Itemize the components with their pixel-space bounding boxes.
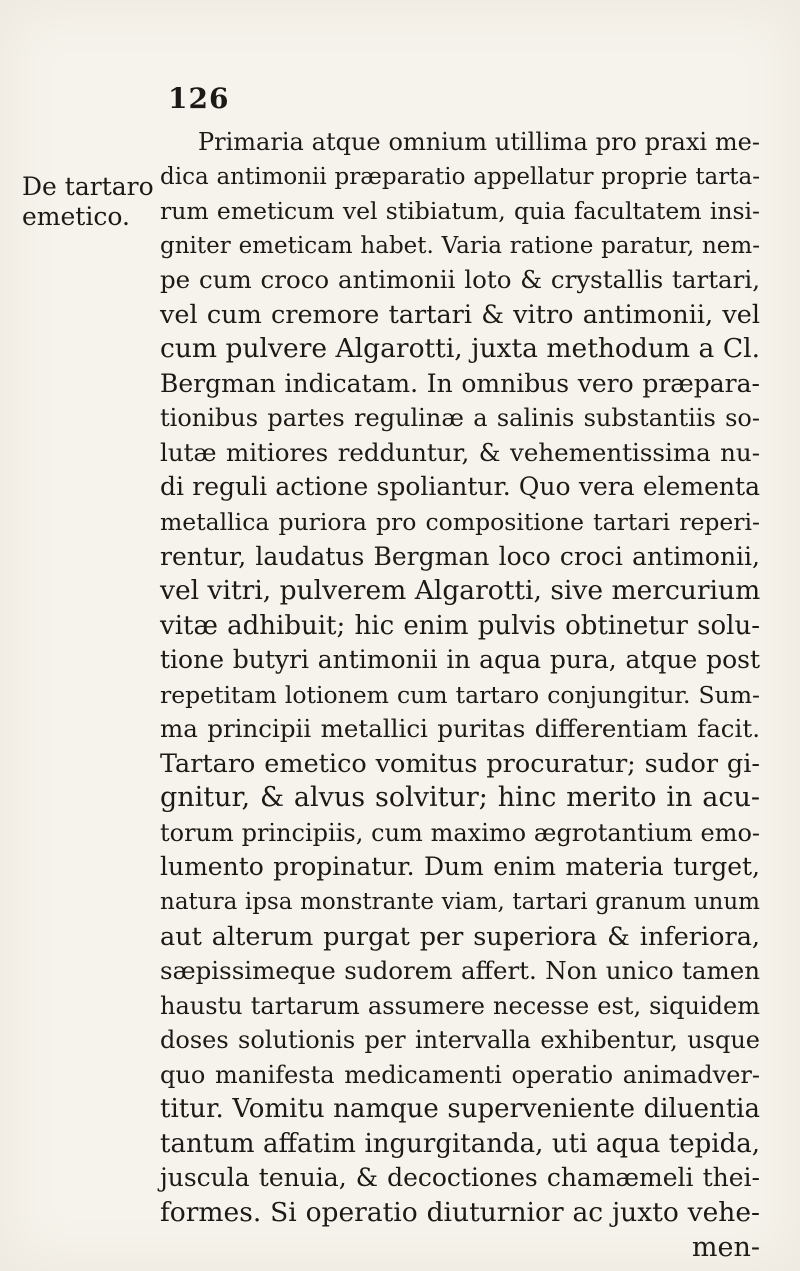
text-line: metallica puriora pro compositione tartari reperi- xyxy=(160,508,760,537)
text-line: rentur, laudatus Bergman loco croci antimonii, xyxy=(160,541,760,571)
text-line: vel cum cremore tartari & vitro antimonii, vel xyxy=(160,299,760,330)
text-line: natura ipsa monstrante viam, tartari granum unum xyxy=(160,889,760,916)
text-line: di reguli actione spoliantur. Quo vera elementa xyxy=(160,472,760,502)
text-line: jusculа tenuia, & decoctiones chamæmeli thei- xyxy=(160,1163,760,1193)
text-line: tionibus partes regulinæ a salinis substantiis so- xyxy=(160,404,760,433)
catchword: men- xyxy=(691,1231,760,1263)
text-line: vitæ adhibuit; hic enim pulvis obtinetur solu- xyxy=(160,610,760,641)
text-line: repetitam lotionem cum tartaro conjungitur. Sum- xyxy=(160,680,760,709)
text-line: vel vitri, pulverem Algarotti, sive mercurium xyxy=(160,575,761,607)
text-line: formes. Si operatio diuturnior ac juxto vehe- xyxy=(160,1196,760,1228)
text-line: doses solutionis per intervalla exhibentur, usque xyxy=(160,1026,760,1055)
text-line: Tartaro emetico vomitus procuratur; sudor gi- xyxy=(160,748,760,779)
text-line: Primaria atque omnium utillima pro praxi me- xyxy=(198,128,760,156)
text-line: ma principii metallici puritas differentiam facit. xyxy=(160,714,760,744)
margin-note-line: De tartaro xyxy=(22,172,154,201)
page-number: 126 xyxy=(168,82,230,115)
text-line: haustu tartarum assumere necesse est, siquidem xyxy=(160,991,760,1020)
text-line: cum pulvere Algarotti, juxta methodum a Cl. xyxy=(160,333,760,365)
body-text xyxy=(160,125,760,1265)
text-line: pe cum croco antimonii loto & crystallis tartari, xyxy=(160,265,760,295)
text-line: tantum affatim ingurgitanda, uti aqua tepida, xyxy=(160,1128,760,1159)
text-line: lutæ mitiores redduntur, & vehementissima nu- xyxy=(160,437,760,467)
text-line: gnitur, & alvus solvitur; hinc merito in acu- xyxy=(160,782,760,814)
text-line: torum principiis, cum maximo ægrotantium emo- xyxy=(160,818,760,847)
text-line: lumento propinatur. Dum enim materia turget, xyxy=(160,852,760,882)
text-line: quo manifesta medicamenti operatio animadver- xyxy=(160,1060,760,1089)
text-line: Bergman indicatam. In omnibus vero præpara- xyxy=(160,368,760,398)
text-line: sæpissimeque sudorem affert. Non unico tamen xyxy=(160,956,760,986)
text-line: tione butyri antimonii in aqua pura, atque post xyxy=(160,645,760,675)
text-line: titur. Vomitu namque superveniente diluentia xyxy=(160,1094,760,1125)
text-line: gniter emeticam habet. Varia ratione paratur, nem- xyxy=(160,232,760,259)
margin-note-line: emetico. xyxy=(22,202,130,231)
text-line: rum emeticum vel stibiatum, quia facultatem insi- xyxy=(160,197,760,226)
text-line: aut alterum purgat per superiora & inferiora, xyxy=(160,921,760,952)
margin-note xyxy=(22,172,152,232)
text-line: dica antimonii præparatio appellatur proprie tarta- xyxy=(160,163,760,190)
